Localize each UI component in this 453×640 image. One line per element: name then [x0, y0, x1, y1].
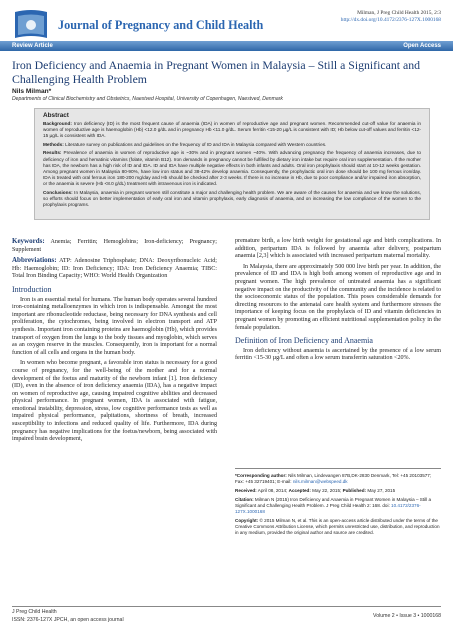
introduction-heading: Introduction — [12, 284, 52, 294]
abbreviations: Abbreviations: ATP: Adenosine Triphosphate; DNA: Deoxyribonucleic Acid; Hb: Haemoglobin; ID: Iron Deficiency; IDA: Iron Deficiency Anaemia; TIBC: Total Iron Binding Capacity; WHO: World Health Organization — [12, 256, 217, 280]
introduction-paragraph-2: In women who become pregnant, a favorable iron status is necessary for a good course of pregnancy, for the well-being of the mother and for a normal development of the foetus and maturity of the newborn infant [1]. Iron deficiency (ID), even in the absence of iron deficiency anaemia (IDA), has a negative impact on women of reproductive age, causing impaired cognitive abilities and decreased physical performance. In pregnant women, IDA is associated with fatigue, emotional instability, depression, stress, low cognitive performance tests as well as impaired physical performance, palpitations, shortness of breath, increased susceptibility to infections and reduced quality of life. Furthermore, IDA during pregnancy has negative implications for the foetus/newborn, being associated with impaired brain development, — [12, 360, 217, 443]
abstract-results: Results: Prevalence of anaemia in women of reproductive age is ~30% and in pregnant women ~40%. With advancing pregnancy the frequency of anaemia increases, due to deficiency of iron and hematinic vitamins (folate, vitamin B12). Iron demands in pregnancy cannot be fulfilled by dietary iron intake but require oral iron supplementation. If the mother has IDA, the newborn has a high risk of ID and IDA. ID and IDA have multiple negative effects in both infants and adults. Oral iron prophylaxis should start at 10-12 weeks gestation. Among pregnant women in Malaysia 80-90%, have low iron status and 38-42% develop anaemia. Consequently, the prophylactic oral iron dose should be 100 mg ferrous iron/day. IDA is treated with oral ferrous iron 180-200 mg/day and Hb should be checked after 2-3 weeks. If there is no increase in Hb, due to poor compliance and/or impaired iron absorption, or the anaemia is severe (Hb <8.0 g/dL) treatment with intravenous iron is indicated. — [43, 150, 421, 186]
left-column — [12, 238, 217, 447]
correspondence-box — [235, 468, 441, 539]
definition-heading: Definition of Iron Deficiency and Anaemia — [235, 336, 373, 346]
article-type-band — [0, 41, 453, 51]
article-type-label: Review Article — [12, 42, 53, 49]
abstract-background: Background: Iron deficiency (ID) is the most frequent cause of anaemia (IDA) in women of reproductive age and pregnant women. Recommended cut-off value for anaemia in women of reproductive age is haemoglobin (Hb) <12.0 g/dL and in pregnancy Hb <11.0 g/dL. Serum ferritin <15-20 µg/L is consistent with ID; Hb below cut-off values and ferritin <12-15 µg/L is consistent with IDA. — [43, 121, 422, 139]
footer-divider — [12, 606, 441, 607]
journal-title: Journal of Pregnancy and Child Health — [58, 18, 264, 32]
definition-paragraph-1: Iron deficiency without anaemia is ascertained by the presence of a low serum ferritin <15-30 µg/L and often a low serum transferrin saturation <20%. — [235, 347, 441, 362]
footer-journal: J Preg Child Health — [12, 609, 57, 615]
abstract-methods: Methods: Literature survey on publications and guidelines on the frequency of ID and IDA in Malaysia compared with Western countries. — [43, 141, 327, 147]
introduction-paragraph-1: Iron is an essential metal for humans. The human body operates several hundred iron-containing metalloenzymes in which iron is indispensable. Amongst the most important are ribonucleotide reductase, being necessary for DNA synthesis and cell proliferation, the cytochromes, being involved in electron transport and ATP synthesis. Important iron containing proteins are haemoglobin (Hb), which provides transport of oxygen from the lungs to the body tissues and myoglobin, which serves as an oxygen reserve in the muscles. Consequently, iron is important for a normal function of all cells and organs in the human body. — [12, 296, 217, 356]
abstract-conclusions: Conclusions: In Malaysia, anaemia in pregnant women still constitute a major and challenging health problem. We are aware of the causes for anaemia and we know the solutions, so efforts should focus on better implementation of early oral iron and vitamin prophylaxis, early diagnosis of anaemia, and on increasing the low compliance of the women to the prophylaxis programs. — [43, 189, 421, 207]
citation-line: Milman, J Preg Child Health 2015, 2:3 — [357, 10, 441, 16]
journal-logo-icon — [12, 8, 50, 42]
citation-note: Citation: Milman N (2015) Iron Deficiency and Anaemia in Pregnant Women in Malaysia – Still a Significant and Challenging Health Problem. J Preg Child Health 2: 168. doi: 10.4172/2376-127X.1000168 — [235, 497, 432, 514]
introduction-paragraph-3: premature birth, a low birth weight for gestational age and birth complications. In addition, peripartum IDA is followed by anaemia after delivery, postpartum anaemia [2,3] which is associated with increased peripartum maternal mortality. — [235, 238, 441, 260]
copyright-note: Copyright: © 2015 Milman N, et al. This is an open-access article distributed under the terms of the Creative Commons Attribution License, which permits unrestricted use, distribution, and reproduction in any medium, provided the original author and source are credited. — [235, 518, 440, 535]
right-column — [235, 238, 441, 366]
author-email-link[interactable]: nils.milman@webspeed.dk — [292, 479, 348, 484]
keywords: Keywords: Anemia; Ferritin; Hemoglobins; Iron-deficiency; Pregnancy; Supplement — [12, 237, 217, 253]
footer-issn: ISSN: 2376-127X JPCH, an open access journal — [12, 617, 124, 623]
abstract-heading: Abstract — [43, 112, 69, 119]
footer-volume: Volume 2 • Issue 3 • 1000168 — [373, 613, 441, 619]
introduction-paragraph-4: In Malaysia, there are approximately 500 000 live birth per year. In addition, the prevalence of ID and IDA is high both among women of reproductive age and in pregnant women. The high prevalence of untreated anaemia has a significant negative impact on the productivity of the community and the incidence is related to the socioeconomic status of the population. This poses considerable demands for directing resources to the antenatal care health system and furthermore stresses the importance of keeping focus on the prophylaxis of ID and vitamin deficiencies in pregnant women by promoting an efficient nutritional supplementation policy in the female population. — [235, 263, 441, 331]
article-title: Iron Deficiency and Anaemia in Pregnant Women in Malaysia – Still a Significant and Challenging Health Problem — [12, 58, 421, 86]
dates-line: Received: April 08, 2014; Accepted: May 22, 2015; Published: May 27, 2015 — [235, 488, 396, 493]
author-affiliation: Departments of Clinical Biochemistry and Obstetrics, Naestved Hospital, University of Copenhagen, Naestved, Denmark — [12, 96, 283, 102]
open-access-label: Open Access — [403, 42, 441, 49]
citation-doi-link[interactable]: 10.4172/2376-127X.1000168 — [235, 503, 421, 514]
doi-link[interactable]: http://dx.doi.org/10.4172/2376-127X.1000168 — [340, 17, 441, 23]
author-name: Nils Milman* — [12, 88, 52, 95]
corresponding-author: *Corresponding author: Nils Milman, Lindevangen 87B,DK-2830 Denmark, Tel: +45 20103577; Fax: +45 32719401; E-mail: nils.milman@webspeed.dk — [235, 473, 432, 484]
abstract-box — [34, 108, 430, 220]
